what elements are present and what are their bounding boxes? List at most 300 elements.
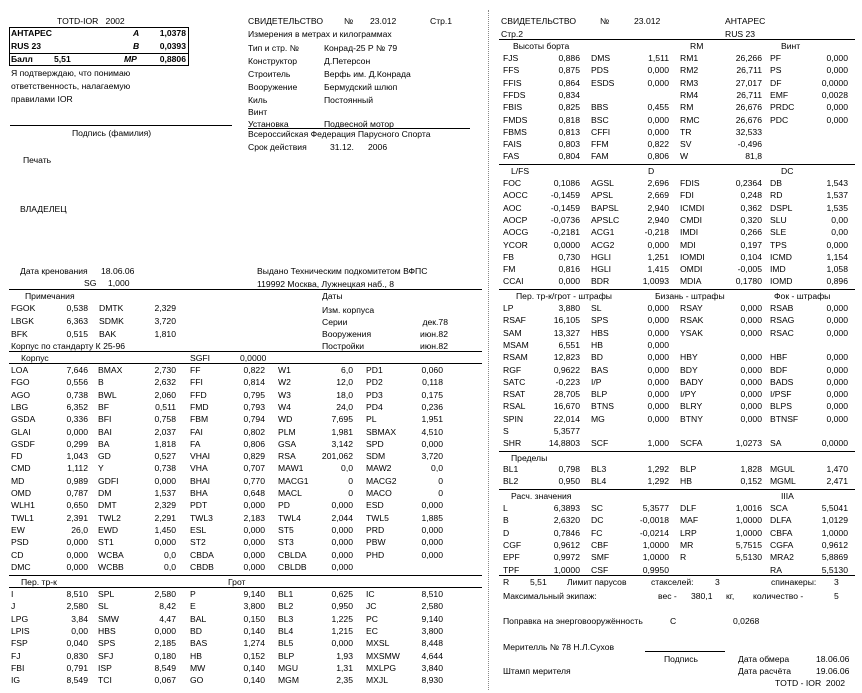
hull-key: PD [278, 500, 290, 511]
heights-key: FFIS [503, 77, 522, 88]
lfs-value: 0,000 [826, 239, 848, 250]
grot-value: 0,067 [154, 675, 176, 686]
grot-key: E [190, 601, 196, 612]
calc-key: FC [591, 527, 603, 538]
lfs-key: ICMDI [680, 202, 705, 213]
calc-key: EPF [503, 552, 520, 563]
hull-key: EWD [98, 524, 119, 535]
measure-date-label: Дата обмера [738, 654, 790, 664]
limit-value: 0,798 [558, 464, 580, 474]
boat-name-2: АНТАРЕС [725, 16, 766, 26]
hull-key: FA [190, 438, 201, 449]
hull-key: ST1 [98, 537, 114, 548]
calc-key: MR [680, 539, 694, 550]
grot-key: MW [190, 662, 206, 673]
hull-key: PD1 [366, 365, 383, 375]
grot-key: BD [190, 625, 202, 636]
label-a: A [133, 28, 140, 38]
vint-heading: Винт [781, 41, 801, 51]
heights-value: 0,886 [558, 53, 580, 63]
lfs-value: 1,535 [826, 202, 848, 213]
calc-value: -0,0214 [639, 527, 669, 538]
penalty-key: RSAB [770, 303, 794, 313]
calc-value: 6,3893 [553, 503, 580, 513]
penalty-value: 0,000 [647, 303, 669, 313]
measure-date: 18.06.06 [816, 654, 850, 664]
limit-value: 0,152 [740, 476, 762, 487]
calc-value: 1,0000 [553, 564, 580, 575]
penalty-key: SCFA [680, 438, 703, 449]
penalty-value: 0,000 [647, 339, 669, 350]
info-key: Установка [248, 119, 289, 129]
grot-value: 0,140 [243, 675, 265, 686]
hull-key: BHAI [190, 475, 211, 486]
calc-key: RA [770, 564, 782, 575]
lfs-value: 1,543 [826, 178, 848, 188]
lfs-value: 2,669 [647, 190, 669, 201]
calc-value: 5,5130 [821, 564, 848, 575]
heights-value: 26,711 [736, 89, 762, 100]
grot-value: 0,040 [66, 638, 88, 649]
lfs-key: SLU [770, 214, 787, 225]
penalty-key: BADY [680, 376, 704, 387]
penalty-key: SHR [503, 438, 522, 449]
hull-value: 0,000 [331, 524, 353, 535]
hull-key: VHA [190, 463, 208, 474]
hull-value: 1,951 [421, 414, 443, 425]
lfs-key: APSLC [591, 214, 620, 225]
grot-key: GO [190, 675, 204, 686]
heights-value: 0,0028 [821, 89, 848, 100]
hull-value: 0,707 [243, 463, 265, 474]
limit-key: BLP [680, 464, 697, 474]
hull-value: 0 [348, 475, 353, 486]
lfs-value: 0,266 [740, 227, 762, 238]
hull-key: SDM [366, 451, 386, 462]
grot-key: EC [366, 625, 378, 636]
grot-key: P [190, 589, 196, 599]
penalty-value: 0,000 [740, 389, 762, 400]
hull-value: 3,720 [421, 451, 443, 462]
hull-key: GLAI [11, 426, 31, 437]
calc-key: CBF [591, 539, 609, 550]
hull-value: 0,0 [341, 463, 353, 474]
grot-key: MXSMW [366, 650, 400, 661]
grot-value: 8,549 [154, 662, 176, 673]
penalty-value: 3,880 [558, 303, 580, 313]
lfs-key: IMDI [680, 227, 699, 238]
lfs-value: 1,537 [826, 190, 848, 201]
grot-key: BL4 [278, 625, 294, 636]
hull-key: W4 [278, 401, 291, 412]
penalty-value: 16,105 [553, 315, 580, 326]
heights-value: 0,000 [826, 65, 848, 76]
grot-key: J [11, 601, 16, 612]
penalty-value: 0,000 [826, 352, 848, 363]
hull-value: 0,000 [421, 549, 443, 560]
hull-value: 2,329 [154, 500, 176, 511]
lfs-key: FOC [503, 178, 522, 188]
lfs-value: 0,320 [740, 214, 762, 225]
hull-key: FF [190, 365, 201, 375]
penalty-value: 0,000 [740, 352, 762, 363]
grot-value: 0,152 [243, 650, 265, 661]
grot-value: 0,140 [243, 625, 265, 636]
grot-value: 0,180 [154, 650, 176, 661]
hull-key: MAW1 [278, 463, 304, 474]
notes-key: SDMK [99, 316, 124, 326]
hull-value: 0,000 [331, 549, 353, 560]
limit-key: BL4 [591, 476, 607, 487]
hull-value: 0,000 [66, 561, 88, 572]
lfs-key: ICMD [770, 251, 792, 262]
penalty-key: BDF [770, 364, 788, 375]
heights-value: 0,000 [647, 126, 669, 137]
heights-key: PDC [770, 114, 789, 125]
page-divider [488, 10, 489, 690]
lfs-key: IMD [770, 264, 786, 275]
calc-value: 0,9972 [553, 552, 580, 563]
penalty-key: MG [591, 413, 605, 424]
hull-value: 0,000 [66, 426, 88, 437]
hull-value: 2,183 [243, 512, 265, 523]
lfs-key: FDIS [680, 178, 700, 188]
notes-value: 2,329 [154, 303, 176, 313]
date-value: дек.78 [422, 317, 448, 327]
lfs-key: MDIA [680, 276, 702, 287]
info-key: Вооружение [248, 82, 298, 92]
hull-value: 0,556 [66, 377, 88, 388]
lfs-value: 0,197 [740, 239, 762, 250]
hull-key: CMD [11, 463, 31, 474]
penalty-key: BADS [770, 376, 794, 387]
lfs-value: -0,2181 [550, 227, 580, 238]
hull-key: PLM [278, 426, 296, 437]
heights-value: 0,0000 [821, 77, 848, 88]
lfs-value: -0,1459 [550, 202, 580, 213]
heights-key: FFM [591, 139, 609, 150]
heights-value: 0,000 [647, 77, 669, 88]
penalty-key: SPS [591, 315, 609, 326]
hull-value: 1,537 [154, 488, 176, 498]
lfs-value: 1,058 [826, 264, 848, 275]
hull-value: 2,060 [154, 389, 176, 400]
measurer-stamp: Штамп мерителя [503, 666, 571, 676]
heights-value: 26,711 [736, 65, 762, 76]
crew-count-label: количество - [753, 591, 804, 601]
penalty-value: 0,000 [647, 389, 669, 400]
hull-key: ST3 [278, 537, 294, 548]
lfs-value: 0,896 [826, 276, 848, 287]
notes-heading: Примечания [25, 291, 75, 301]
boat-name: АНТАРЕС [11, 28, 52, 38]
penalty-key: HBS [591, 327, 609, 338]
hull-value: 0,299 [66, 438, 88, 449]
crew-unit: кг, [726, 591, 735, 601]
hull-key: BF [98, 401, 109, 412]
penalty-key: RSAM [503, 352, 528, 363]
grot-key: MXLPG [366, 662, 397, 673]
hull-value: 3,142 [331, 438, 353, 449]
calc-key: CBFA [770, 527, 793, 538]
hull-key: TWL1 [11, 512, 34, 523]
hull-value: 0,000 [243, 537, 265, 548]
info-key: Винт [248, 107, 268, 117]
lfs-value: 0,00 [831, 214, 848, 225]
hull-value: 0,787 [66, 488, 88, 498]
grot-value: 1,274 [243, 638, 265, 649]
grot-key: BL2 [278, 601, 294, 612]
hull-value: 0,738 [66, 389, 88, 400]
penalty-key: BLPS [770, 401, 792, 412]
lfs-key: FDI [680, 190, 694, 201]
heights-key: TR [680, 126, 692, 137]
heights-value: 0,834 [558, 89, 580, 100]
calc-key: SCA [770, 503, 788, 513]
hull-key: TWL2 [98, 512, 121, 523]
grot-key: IG [11, 675, 21, 686]
hull-value: 0,802 [243, 426, 265, 437]
stakseli-value: 3 [715, 577, 720, 587]
measure-note: Измерения в метрах и килограммах [248, 29, 392, 39]
penalty-value: 0,000 [826, 364, 848, 375]
penalty-key: LP [503, 303, 514, 313]
penalty-key: BD [591, 352, 603, 363]
heights-key: BBS [591, 102, 609, 113]
hull-key: GD [98, 451, 111, 462]
hull-key: GSA [278, 438, 297, 449]
r-label: R [503, 577, 510, 587]
heights-value: 0,864 [558, 77, 580, 88]
cert-number: 23.012 [370, 16, 397, 26]
limits-heading: Пределы [511, 453, 548, 463]
grot-key: MGM [278, 675, 300, 686]
hull-key: DMC [11, 561, 31, 572]
calc-value: 5,8869 [821, 552, 848, 563]
heights-value: 32,533 [735, 126, 762, 137]
careening-date: 18.06.06 [101, 266, 135, 276]
grot-key: BL3 [278, 613, 294, 624]
grot-key: FJ [11, 650, 21, 661]
hull-key: BMAX [98, 365, 123, 375]
hull-key: DMT [98, 500, 117, 511]
rm-heading: RM [690, 41, 704, 51]
heights-key: PF [770, 53, 781, 63]
grot-value: 0,140 [243, 662, 265, 673]
hull-value: 0,829 [243, 451, 265, 462]
grot-key: IC [366, 589, 375, 599]
hull-key: FFI [190, 377, 203, 388]
d-heading: D [648, 166, 655, 176]
lfs-key: BAPSL [591, 202, 619, 213]
calc-value: 0,9950 [642, 564, 669, 575]
confirm-line-2: ответственность, налагаемую [11, 81, 131, 91]
grot-key: SPL [98, 589, 115, 599]
calc-value: 0,9612 [821, 539, 848, 550]
calc-value: 1,0000 [735, 515, 762, 526]
hull-key: W1 [278, 365, 291, 375]
calc-value: 1,0000 [642, 539, 669, 550]
heights-key: RMC [680, 114, 700, 125]
lfs-value: 0,104 [740, 251, 762, 262]
penalty-value: 0,000 [826, 315, 848, 326]
penalty-value: 28,705 [553, 389, 580, 400]
calc-key: LRP [680, 527, 697, 538]
grot-value: 8,42 [159, 601, 176, 612]
hull-value: 0,000 [66, 549, 88, 560]
heights-value: 0,806 [647, 151, 669, 162]
limit-key: MGUL [770, 464, 795, 474]
calc-key: B [503, 515, 509, 526]
hull-value: 0,770 [243, 475, 265, 486]
penalty-value: 0,000 [647, 401, 669, 412]
grot-value: 3,84 [71, 613, 88, 624]
grot-value: 8,510 [421, 589, 443, 599]
lfs-key: MDI [680, 239, 696, 250]
calc-key: CGFA [770, 539, 794, 550]
lfs-value: 0,362 [740, 202, 762, 213]
lfs-key: HGLI [591, 251, 612, 262]
hull-value: 0,822 [243, 365, 265, 375]
hull-value: 0,0 [164, 549, 176, 560]
limit-value: 1,292 [647, 476, 669, 487]
grot-key: JC [366, 601, 377, 612]
grot-key: SMW [98, 613, 120, 624]
fok-heading: Фок - штрафы [774, 291, 831, 301]
hull-key: PBW [366, 537, 386, 548]
heights-key: W [680, 151, 689, 162]
hull-value: 2,730 [154, 365, 176, 375]
penalty-key: RSAL [503, 401, 526, 412]
calc-key: CGF [503, 539, 522, 550]
calc-date: 19.06.06 [816, 666, 850, 676]
hull-value: 0,060 [421, 365, 443, 375]
hull-value: 6,352 [66, 401, 88, 412]
lfs-key: AOCP [503, 214, 528, 225]
hull-key: SPD [366, 438, 384, 449]
hull-value: 0,000 [243, 524, 265, 535]
grot-key: FBI [11, 662, 25, 673]
lfs-key: FM [503, 264, 516, 275]
grot-key: ISP [98, 662, 112, 673]
hull-value: 0,000 [243, 549, 265, 560]
heights-key: RM2 [680, 65, 699, 76]
grot-key: LPIS [11, 625, 30, 636]
notes-value: 0,515 [66, 329, 88, 339]
penalty-value: 22,014 [553, 413, 580, 424]
issued-by: Выдано Техническим подкомитетом ВФПС [257, 266, 428, 276]
hull-key: FD [11, 451, 23, 462]
limit-key: HB [680, 476, 692, 487]
grot-value: 1,225 [331, 613, 353, 624]
hull-key: CBLDA [278, 549, 307, 560]
crew-count: 5 [834, 591, 839, 601]
hull-value: 2,391 [66, 512, 88, 523]
lfs-value: 0,1780 [735, 276, 762, 287]
hull-key: BHA [190, 488, 208, 498]
hull-key: FMD [190, 401, 209, 412]
penalty-key: BLRY [680, 401, 703, 412]
heights-value: 0,813 [558, 126, 580, 137]
sgfi-label: SGFI [190, 353, 211, 363]
date-value: июн.82 [420, 341, 448, 351]
penalty-value: 0,0000 [821, 438, 848, 449]
value-mp: 0,8806 [159, 54, 186, 64]
penalty-key: SAM [503, 327, 522, 338]
hull-value: 201,062 [321, 451, 353, 462]
lfs-key: OMDI [680, 264, 703, 275]
penalty-value: 13,327 [553, 327, 580, 338]
lfs-value: -0,1459 [550, 190, 580, 201]
penalty-key: HBF [770, 352, 788, 363]
hull-value: 7,646 [66, 365, 88, 375]
hull-key: LOA [11, 365, 29, 375]
hull-key: LBG [11, 401, 29, 412]
notes-value: 6,363 [66, 316, 88, 326]
heights-value: 0,825 [558, 102, 580, 113]
hull-value: 0,758 [154, 414, 176, 425]
penalty-key: MSAM [503, 339, 529, 350]
penalty-key: RSAG [770, 315, 795, 326]
hull-value: 0,000 [243, 561, 265, 572]
grot-key: I [11, 589, 14, 599]
notes-text: Корпус по стандарту К 25-96 [11, 341, 126, 351]
hull-key: FBM [190, 414, 209, 425]
cert-title: СВИДЕТЕЛЬСТВО [248, 16, 324, 26]
hull-key: B [98, 377, 104, 388]
grot-value: 1,215 [331, 625, 353, 636]
penalty-value: -0,223 [555, 376, 580, 387]
penalty-value: 0,9622 [553, 364, 580, 375]
crew-weight-label: вес - [658, 591, 677, 601]
hull-value: 7,695 [331, 414, 353, 425]
penalty-key: SPIN [503, 413, 524, 424]
hull-value: 0,000 [243, 500, 265, 511]
hull-key: PL [366, 414, 377, 425]
grot-value: 0,000 [331, 638, 353, 649]
hull-key: OMD [11, 488, 32, 498]
validity-day: 31.12. [330, 142, 354, 152]
calc-value: 1,0129 [821, 515, 848, 526]
lfs-value: 2,940 [647, 214, 669, 225]
penalty-value: 0,000 [826, 401, 848, 412]
grot-value: 2,185 [154, 638, 176, 649]
hull-key: PSD [11, 537, 29, 548]
hull-value: 1,981 [331, 426, 353, 437]
biz-heading: Бизань - штрафы [655, 291, 725, 301]
grot-heading: Грот [228, 577, 246, 587]
grot-value: 8,448 [421, 638, 443, 649]
limit-key: MGML [770, 476, 796, 487]
hull-key: CD [11, 549, 24, 560]
hull-value: 0,511 [155, 401, 176, 412]
hull-key: ST2 [190, 537, 206, 548]
hull-key: TWL3 [190, 512, 213, 523]
lfs-key: RD [770, 190, 783, 201]
lfs-value: 0,730 [558, 251, 580, 262]
hull-key: ESD [366, 500, 384, 511]
penalty-key: I/P [591, 376, 602, 387]
penalty-key: HB [591, 339, 603, 350]
heights-key: DMS [591, 53, 611, 63]
penalty-key: I/PSF [770, 389, 792, 400]
calc-value: 5,3577 [642, 503, 669, 513]
grot-value: 8,549 [66, 675, 88, 686]
hull-key: PRD [366, 524, 385, 535]
hull-key: CBDB [190, 561, 214, 572]
hull-key: BFI [98, 414, 112, 425]
hull-value: 0,738 [154, 463, 176, 474]
